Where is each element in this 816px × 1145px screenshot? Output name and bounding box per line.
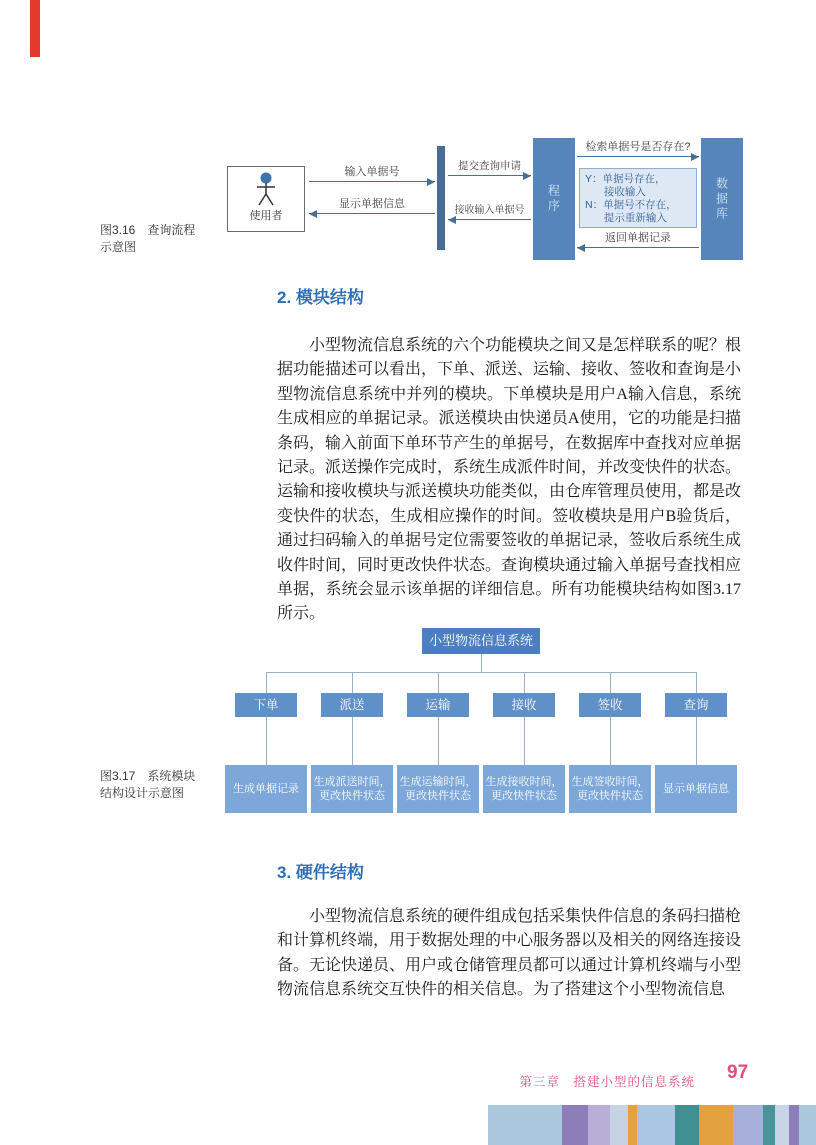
database-label: 数据库 — [714, 176, 729, 222]
connector-line — [481, 654, 482, 672]
connector-line — [266, 672, 267, 693]
message-search-exists: 检索单据号是否存在? — [577, 141, 699, 157]
message-return-record: 返回单据记录 — [577, 232, 699, 248]
connector-line — [438, 717, 439, 765]
connector-line — [696, 717, 697, 765]
connector-line — [266, 672, 696, 673]
database-lifeline — [701, 138, 743, 260]
module-desc-receive: 生成接收时间，更改快件状态 — [483, 765, 565, 813]
actor-label: 使用者 — [249, 210, 283, 222]
actor-user-node — [227, 166, 305, 232]
message-input-number: 输入单据号 — [309, 166, 435, 182]
page-edge-marker — [30, 0, 40, 57]
module-desc-query: 显示单据信息 — [655, 765, 737, 813]
message-show-info: 显示单据信息 — [309, 198, 435, 214]
arrow-right-icon — [448, 175, 531, 176]
connector-line — [352, 672, 353, 693]
program-lifeline — [533, 138, 575, 260]
arrow-right-icon — [577, 156, 699, 157]
module-node-order: 下单 — [235, 693, 297, 717]
arrow-left-icon — [309, 213, 435, 214]
condition-note: Y：单据号存在， 接收输入 N：单据号不存在， 提示重新输入 — [579, 168, 697, 228]
module-node-receive: 接收 — [493, 693, 555, 717]
section-3-heading: 3. 硬件结构 — [277, 863, 364, 882]
connector-line — [438, 672, 439, 693]
connector-line — [352, 717, 353, 765]
module-desc-sign: 生成签收时间，更改快件状态 — [569, 765, 651, 813]
arrow-left-icon — [448, 219, 531, 220]
footer-chapter-title: 第三章 搭建小型的信息系统 — [519, 1075, 695, 1089]
message-receive-number: 接收输入单据号 — [448, 204, 531, 220]
module-desc-order: 生成单据记录 — [225, 765, 307, 813]
module-desc-transport: 生成运输时间，更改快件状态 — [397, 765, 479, 813]
figure-3-16 — [225, 138, 745, 263]
module-node-sign: 签收 — [579, 693, 641, 717]
arrow-left-icon — [577, 247, 699, 248]
page-number: 97 — [727, 1062, 749, 1083]
program-label: 程序 — [546, 184, 561, 214]
connector-line — [524, 717, 525, 765]
module-desc-dispatch: 生成派送时间，更改快件状态 — [311, 765, 393, 813]
figure-3-17-caption: 图3.17 系统模块 结构设计示意图 — [100, 769, 196, 800]
connector-line — [696, 672, 697, 693]
footer-decoration — [488, 1105, 816, 1145]
connector-line — [266, 717, 267, 765]
figure-3-16-caption: 图3.16 查询流程 示意图 — [100, 223, 196, 254]
module-node-query: 查询 — [665, 693, 727, 717]
message-submit-query: 提交查询申请 — [448, 160, 531, 176]
fig17-root-node: 小型物流信息系统 — [422, 628, 540, 654]
section-2-paragraph: 小型物流信息系统的六个功能模块之间又是怎样联系的呢？根据功能描述可以看出，下单、派送、运输、接收、签收和查询是小型物流信息系统中并列的模块。下单模块是用户A输入信息，系统生成相应的单据记录。派送模块由快递员A使用，它的功能是扫描条码，输入前面下单环节产生的单据号，在数据库中查找对应单据记录。派送操作完成时，系统生成派件时间，并改变快件的状态。运输和接收模块与派送模块功能类似，由仓库管理员使用，都是改变快件的状态，生成相应操作的时间。签收模块是用户B验货后，通过扫码输入的单据号定位需要签收的单据记录，签收后系统生成收件时间，同时更改快件状态。查询模块通过输入单据号查找相应单据，系统会显示该单据的详细信息。所有功能模块结构如图3.17所示。 — [277, 337, 742, 623]
section-3-paragraph: 小型物流信息系统的硬件组成包括采集快件信息的条码扫描枪和计算机终端，用于数据处理的中心服务器以及相关的网络连接设备。无论快递员、用户或仓储管理员都可以通过计算机终端与小型物流信息系统交互快件的相关信息。为了搭建这个小型物流信息 — [277, 908, 742, 999]
activation-bar — [437, 146, 445, 250]
connector-line — [610, 672, 611, 693]
connector-line — [524, 672, 525, 693]
connector-line — [610, 717, 611, 765]
figure-3-17 — [225, 628, 747, 813]
arrow-right-icon — [309, 181, 435, 182]
person-icon — [251, 172, 281, 206]
module-node-dispatch: 派送 — [321, 693, 383, 717]
module-node-transport: 运输 — [407, 693, 469, 717]
section-2-heading: 2. 模块结构 — [277, 288, 364, 307]
